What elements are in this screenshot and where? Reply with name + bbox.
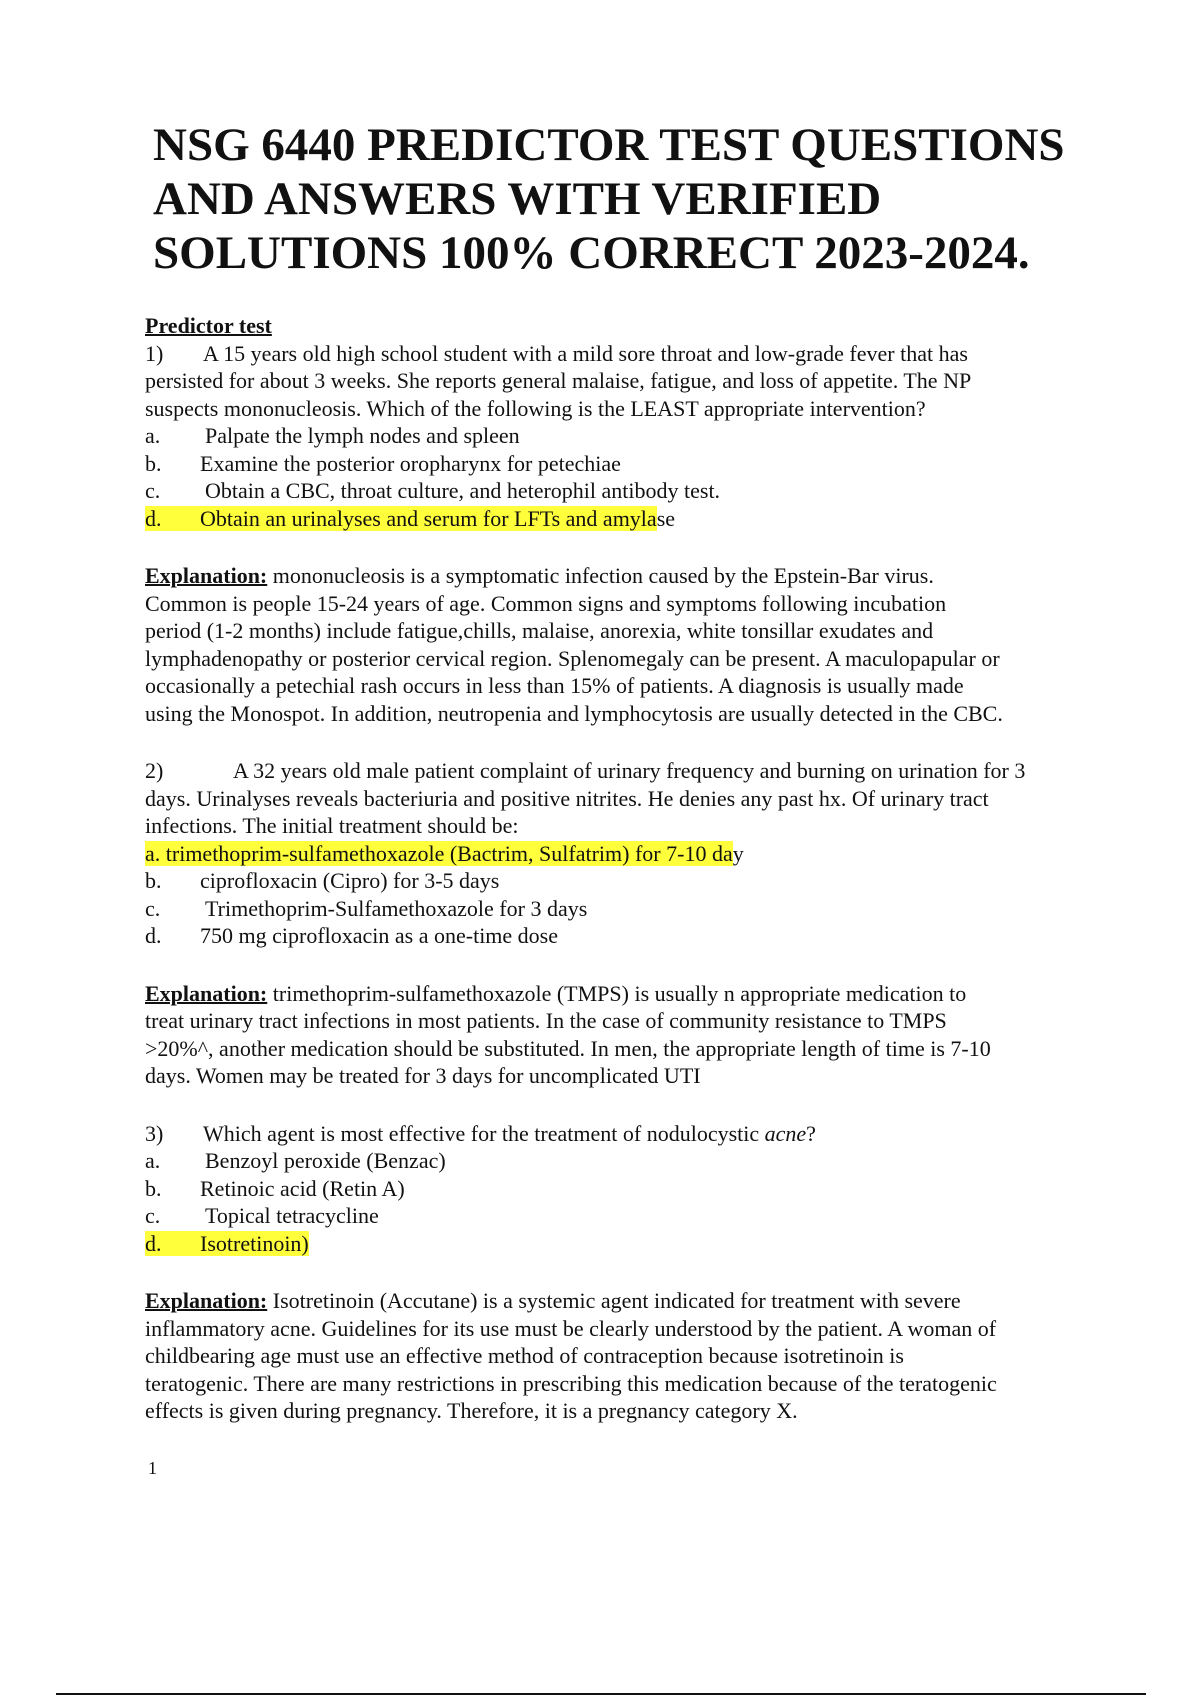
option-text: Palpate the lymph nodes and spleen [205, 423, 520, 448]
question-1 [145, 340, 1155, 533]
option-c [145, 477, 1155, 505]
option-d [145, 922, 1155, 950]
explanation-text: Common is people 15-24 years of age. Common signs and symptoms following incubation [145, 590, 947, 616]
option-text: ciprofloxacin (Cipro) for 3-5 days [200, 868, 500, 893]
explanation-3 [145, 1287, 1155, 1425]
explanation-text: Isotretinoin (Accutane) is a systemic agent indicated for treatment with severe [267, 1288, 961, 1313]
option-letter: a. [145, 1148, 161, 1173]
explanation-text: occasionally a petechial rash occurs in less than 15% of patients. A diagnosis is usually made [145, 673, 964, 698]
option-letter: d. [145, 923, 162, 948]
explanation-text: effects is given during pregnancy. Therefore, it is a pregnancy category X. [145, 1398, 798, 1423]
explanation-text: childbearing age must use an effective method of contraception because isotretinoin is [145, 1343, 904, 1368]
option-letter: c. [145, 478, 161, 503]
explanation-text: inflammatory acne. Guidelines for its use must be clearly understood by the patient. A woman of [145, 1315, 997, 1341]
option-text: Trimethoprim-Sulfamethoxazole for 3 days [205, 895, 588, 921]
explanation-text: treat urinary tract infections in most patients. In the case of community resistance to TMPS [145, 1008, 947, 1033]
option-letter: d. [145, 505, 162, 531]
option-letter: d. [145, 1230, 162, 1256]
explanation-text: trimethoprim-sulfamethoxazole (TMPS) is usually n appropriate medication to [267, 980, 967, 1006]
question-number: 2) [145, 758, 164, 783]
question-3 [145, 1120, 1155, 1258]
explanation-1 [145, 562, 1155, 727]
option-c [145, 895, 1155, 923]
option-a [145, 1147, 1155, 1175]
option-text: y [732, 840, 744, 866]
explanation-text: days. Women may be treated for 3 days for uncomplicated UTI [145, 1063, 701, 1088]
page-number: 1 [148, 1458, 157, 1478]
explanation-text: mononucleosis is a symptomatic infection caused by the Epstein-Bar virus. [267, 563, 934, 588]
option-text-highlighted: Obtain an urinalyses and serum for LFTs and amyla [200, 505, 657, 531]
title-line-1: NSG 6440 PREDICTOR TEST QUESTIONS [153, 119, 1065, 171]
question-text: days. Urinalyses reveals bacteriuria and positive nitrites. He denies any past hx. Of urinary tract [145, 785, 989, 811]
option-b [145, 1175, 1155, 1203]
explanation-label: Explanation: [145, 563, 268, 588]
option-a-correct [145, 840, 1155, 868]
document-title [153, 118, 1113, 280]
question-text: infections. The initial treatment should be: [145, 813, 519, 838]
explanation-label: Explanation: [145, 980, 268, 1006]
option-letter: b. [145, 868, 162, 893]
explanation-2 [145, 980, 1155, 1090]
question-text: ? [806, 1120, 816, 1146]
option-text-highlighted: a. trimethoprim-sulfamethoxazole (Bactrim, Sulfatrim) for 7-10 da [145, 840, 733, 866]
option-a [145, 422, 1155, 450]
section-heading: Predictor test [145, 313, 272, 338]
option-text: se [656, 505, 676, 531]
option-text-highlighted: Isotretinoin) [200, 1230, 309, 1256]
question-text: persisted for about 3 weeks. She reports general malaise, fatigue, and loss of appetite. The NP [145, 368, 972, 393]
option-text: Benzoyl peroxide (Benzac) [205, 1148, 446, 1173]
question-2 [145, 757, 1155, 950]
question-text: A 15 years old high school student with a mild sore throat and low-grade fever that has [203, 340, 968, 366]
option-text: Retinoic acid (Retin A) [200, 1175, 405, 1201]
title-line-3: SOLUTIONS 100% CORRECT 2023-2024. [153, 227, 1030, 279]
explanation-text: teratogenic. There are many restrictions in prescribing this medication because of the teratogenic [145, 1370, 997, 1396]
option-text: Obtain a CBC, throat culture, and heterophil antibody test. [205, 478, 721, 503]
option-text: Topical tetracycline [205, 1203, 379, 1228]
option-b [145, 450, 1155, 478]
question-text: Which agent is most effective for the treatment of nodulocystic [203, 1120, 765, 1146]
option-letter: b. [145, 450, 162, 476]
question-text: A 32 years old male patient complaint of urinary frequency and burning on urination for 3 [233, 758, 1026, 783]
explanation-label: Explanation: [145, 1288, 268, 1313]
option-text: 750 mg ciprofloxacin as a one-time dose [200, 923, 559, 948]
option-letter: c. [145, 895, 161, 921]
title-line-2: AND ANSWERS WITH VERIFIED [153, 173, 882, 225]
footer-rule [56, 1693, 1146, 1695]
explanation-text: >20%^, another medication should be substituted. In men, the appropriate length of time is 7-10 [145, 1035, 991, 1061]
question-number: 3) [145, 1120, 164, 1146]
explanation-text: period (1-2 months) include fatigue,chills, malaise, anorexia, white tonsillar exudates and [145, 618, 934, 643]
option-b [145, 867, 1155, 895]
option-text: Examine the posterior oropharynx for petechiae [200, 450, 621, 476]
explanation-text: using the Monospot. In addition, neutropenia and lymphocytosis are usually detected in the CBC. [145, 700, 1003, 726]
document-body [145, 312, 1155, 1425]
option-letter: a. [145, 423, 161, 448]
option-letter: c. [145, 1203, 161, 1228]
question-text-italic: acne [764, 1120, 807, 1146]
option-d-correct [145, 505, 1155, 533]
question-text: suspects mononucleosis. Which of the following is the LEAST appropriate intervention? [145, 395, 926, 421]
option-letter: b. [145, 1175, 162, 1201]
option-c [145, 1202, 1155, 1230]
explanation-text: lymphadenopathy or posterior cervical region. Splenomegaly can be present. A maculopapular or [145, 645, 1000, 671]
option-d-correct [145, 1230, 1155, 1258]
question-number: 1) [145, 340, 164, 366]
